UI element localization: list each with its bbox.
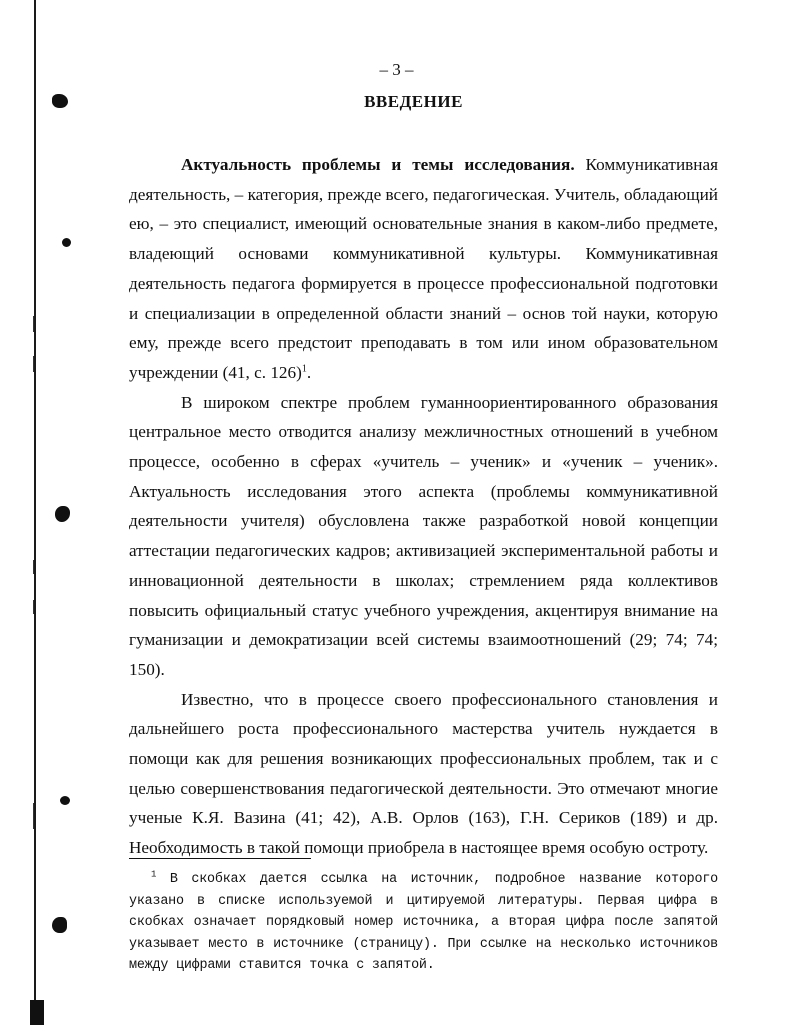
scan-tick	[33, 316, 34, 332]
scan-tick	[33, 803, 34, 829]
page-number: – 3 –	[379, 60, 414, 79]
scan-tick	[33, 600, 34, 614]
footnote-marker: 1	[151, 869, 157, 880]
footnote-paragraph	[129, 869, 718, 977]
paragraph-tail: .	[306, 362, 312, 382]
body-text	[129, 150, 718, 863]
page-title: ВВЕДЕНИЕ	[364, 92, 463, 111]
binding-hole-mark	[60, 796, 70, 805]
paragraph: Известно, что в процессе своего профессионального становления и дальнейшего роста профессионального мастерства учитель нуждается в помощи как для решения возникающих профессиональных проблем, так и с целью совершенствования педагогической деятельности. Это отмечают многие ученые К.Я. Вазина (41; 42), А.В. Орлов (163), Г.Н. Сериков (189) и др. Необходимость в такой помощи приобрела в настоящее время особую остроту.	[129, 689, 718, 858]
footnote-text: В скобках дается ссылка на источник, подробное название которого указано в списке используемой и цитируемой литературы. Первая цифра в скобках означает порядковый номер источника, а вторая цифра после запятой указывает место в источнике (страницу). При ссылке на несколько источников между цифрами ставится точка с запятой.	[129, 872, 718, 973]
binding-edge-line	[34, 0, 36, 1025]
footnote-divider	[129, 858, 311, 859]
paragraph	[129, 150, 718, 388]
paragraph: В широком спектре проблем гуманноориентированного образования центральное место отводится анализу межличностных отношений в учебном процессе, особенно в сферах «учитель – ученик» и «ученик – ученик». Актуальность исследования этого аспекта (проблемы коммуникативной деятельности учителя) обусловлена также разработкой новой концепции аттестации педагогических кадров; активизацией экспериментальной работы и инновационной деятельности в школах; стремлением ряда коллективов повысить официальный статус учебного учреждения, акцентируя внимание на гуманизации и демократизации всей системы взаимоотношений (29; 74; 74; 150).	[129, 392, 718, 679]
binding-hole-mark	[52, 917, 67, 933]
binding-hole-mark	[62, 238, 71, 247]
paragraph-text: Коммуникативная деятельность, – категория, прежде всего, педагогическая. Учитель, обладающий ею, – это специалист, имеющий основательные знания в каком-либо предмете, владеющий основами коммуникативной культуры. Коммуникативная деятельность педагога формируется в процессе профессиональной подготовки и специализации в определенной области знаний – основ той науки, которую ему, прежде всего предстоит преподавать в том или ином образовательном учреждении (41, с. 126)	[129, 155, 718, 382]
binding-hole-mark	[55, 506, 70, 522]
scan-tick	[33, 356, 34, 372]
footnote	[129, 869, 718, 977]
footnote-reference[interactable]: 1	[301, 363, 307, 375]
scan-smudge	[30, 1000, 44, 1025]
paragraph-lead: Актуальность проблемы и темы исследования.	[181, 155, 575, 174]
scan-tick	[33, 560, 34, 574]
